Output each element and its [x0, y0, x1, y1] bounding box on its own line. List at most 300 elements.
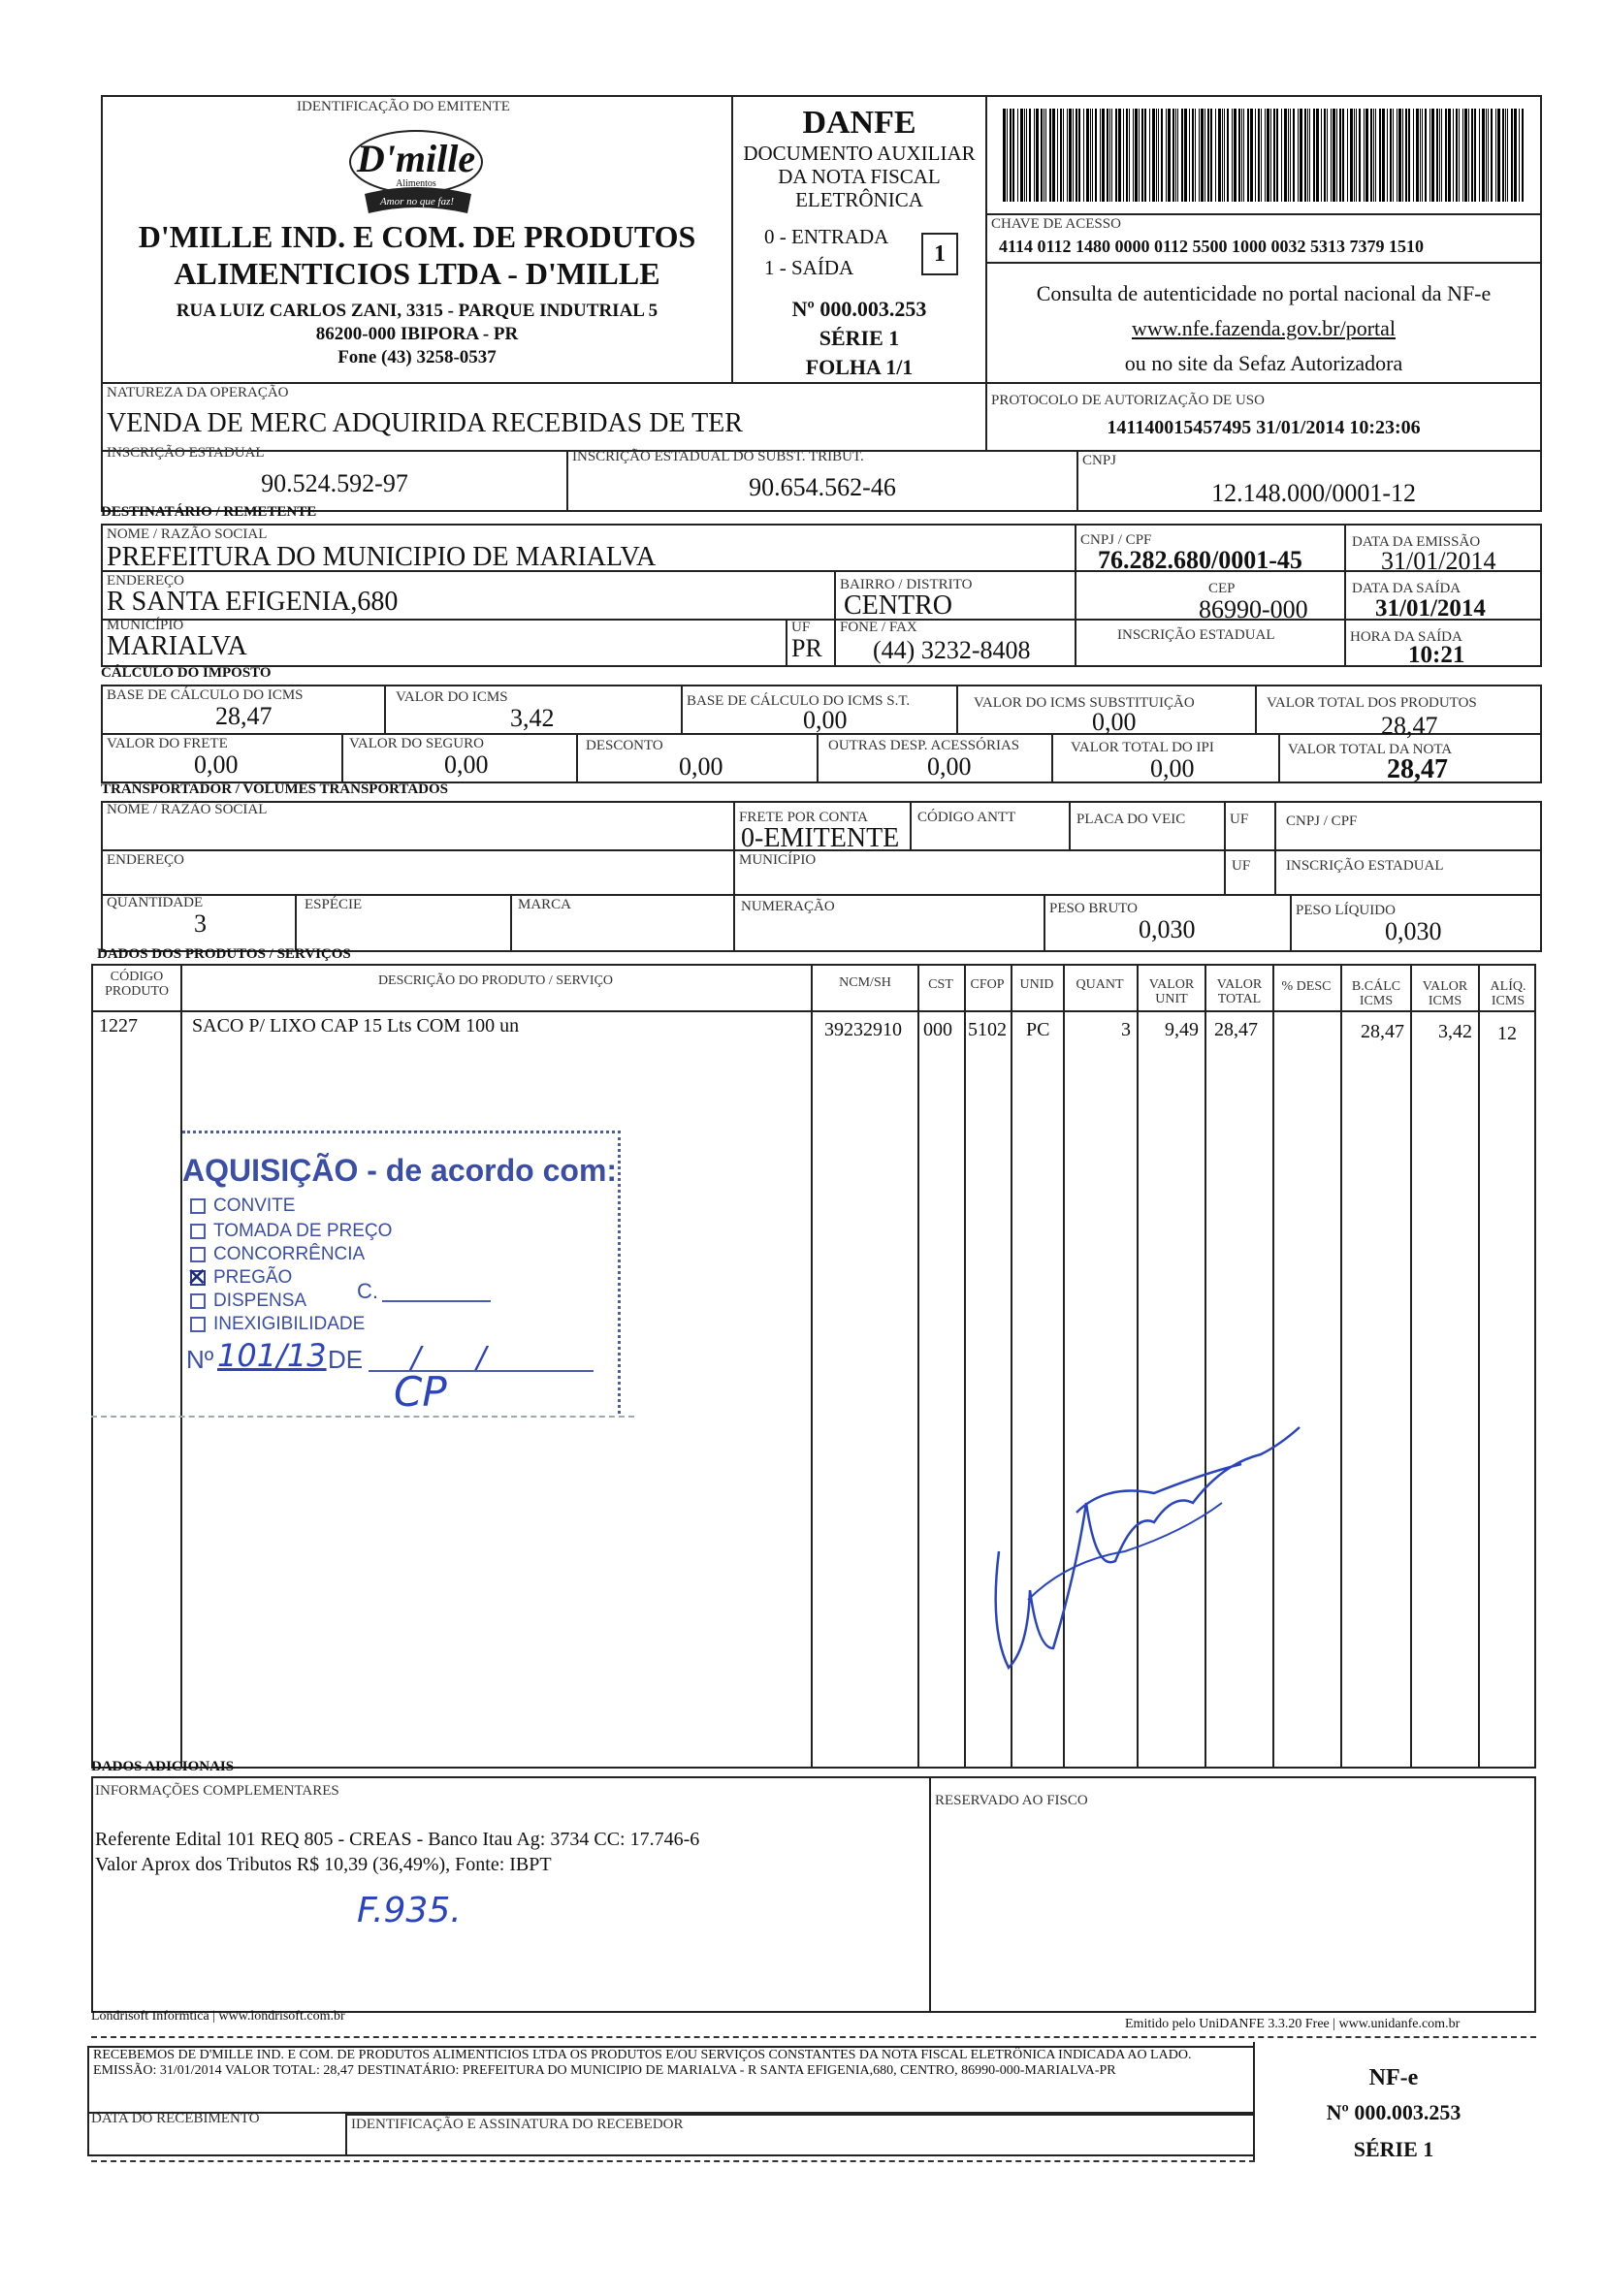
chave-value: 4114 0112 1480 0000 0112 5500 1000 0032 5313 7379 1510 [999, 237, 1425, 256]
td-descricao: SACO P/ LIXO CAP 15 Lts COM 100 un [192, 1015, 520, 1036]
tr-municipio-label: MUNICÍPIO [739, 852, 817, 868]
prod-v-aliq [1478, 964, 1480, 1769]
barcode-bar [1241, 109, 1242, 202]
dest-uf-label: UF [791, 620, 811, 635]
dest-v2 [1344, 524, 1346, 667]
th-aliq: ALÍQ. ICMS [1490, 979, 1526, 1008]
stamp-title: AQUISIÇÃO - de acordo com: [182, 1153, 618, 1188]
barcode-bar [1161, 109, 1163, 202]
seguro: 0,00 [444, 750, 489, 779]
barcode-bar [1359, 109, 1361, 202]
nfe-label: NF-e [1368, 2065, 1419, 2090]
seguro-label: VALOR DO SEGURO [349, 736, 484, 751]
th-descricao: DESCRIÇÃO DO PRODUTO / SERVIÇO [377, 973, 614, 988]
chave-label: CHAVE DE ACESSO [991, 216, 1121, 232]
dest-v3 [834, 570, 836, 619]
imp-v6 [576, 733, 578, 783]
barcode-bar [1420, 109, 1421, 202]
info-label: INFORMAÇÕES COMPLEMENTARES [95, 1783, 339, 1799]
barcode-bar [1300, 109, 1302, 202]
stamp-convite [190, 1196, 295, 1217]
th-vicms: VALOR ICMS [1422, 979, 1468, 1008]
tr-nome-label: NOME / RAZÃO SOCIAL [107, 802, 268, 817]
barcode-bar [1045, 109, 1046, 202]
tr-uf2-label: UF [1232, 858, 1251, 874]
consulta-text: Consulta de autenticidade no portal nacional da NF-e [1036, 281, 1492, 305]
barcode-bar [1010, 109, 1012, 202]
stamp-tomada [190, 1221, 392, 1242]
barcode-bar [1052, 109, 1055, 202]
dest-cep-label: CEP [1208, 581, 1236, 596]
barcode-bar [1364, 109, 1365, 202]
barcode-bar [1184, 109, 1187, 202]
barcode-bar [1479, 109, 1480, 202]
td-quant: 3 [1121, 1019, 1131, 1040]
barcode-bar [1181, 109, 1183, 202]
td-vicms: 3,42 [1438, 1021, 1472, 1042]
td-vunit: 9,49 [1165, 1019, 1199, 1040]
total-nota: 28,47 [1387, 754, 1448, 784]
barcode-bar [1100, 109, 1101, 202]
barcode-bar [1304, 109, 1306, 202]
td-unid: PC [1026, 1019, 1050, 1040]
barcode-bar [1166, 109, 1167, 202]
dest-fone: (44) 3232-8408 [873, 636, 1031, 664]
stamp-bottom-dashes [91, 1416, 634, 1418]
barcode-bar [1144, 109, 1146, 202]
logo-sub: Alimentos [396, 178, 436, 189]
imp-v5 [341, 733, 343, 783]
prod-v-cst [917, 964, 919, 1769]
barcode-bar [1354, 109, 1355, 202]
barcode-bar [1436, 109, 1438, 202]
bc-st-label: BASE DE CÁLCULO DO ICMS S.T. [687, 693, 911, 709]
tr-frete-label: FRETE POR CONTA [739, 810, 868, 825]
barcode-bar [1387, 109, 1388, 202]
barcode-bar [1017, 109, 1018, 202]
barcode-bar [1448, 109, 1451, 202]
barcode-bar [1095, 109, 1097, 202]
barcode-bar [1232, 109, 1233, 202]
barcode-bar [1356, 109, 1357, 202]
barcode-bar [1393, 109, 1394, 202]
th-unid: UNID [1019, 977, 1054, 992]
tr-line2 [101, 894, 1542, 896]
barcode-bar [1290, 109, 1291, 202]
dest-v5 [834, 619, 836, 667]
bc-icms-label: BASE DE CÁLCULO DO ICMS [107, 687, 304, 703]
barcode-bar [1172, 109, 1174, 202]
barcode-bar [1464, 109, 1467, 202]
tr-v9 [1290, 894, 1292, 952]
barcode-bar [1342, 109, 1344, 202]
barcode-bar [1007, 109, 1008, 202]
barcode-bar [1488, 109, 1489, 202]
info-line2: Valor Aprox dos Tributos R$ 10,39 (36,49%), Fonte: IBPT [95, 1854, 552, 1875]
imp-v7 [817, 733, 819, 783]
danfe-tipo: 1 [921, 233, 958, 275]
barcode-bar [1519, 109, 1520, 202]
dest-ie-label: INSCRIÇÃO ESTADUAL [1117, 627, 1275, 643]
barcode-bar [1026, 109, 1027, 202]
barcode-bar [1468, 109, 1469, 202]
barcode-bar [1247, 109, 1249, 202]
tr-v7 [510, 894, 512, 952]
barcode-bar [1029, 109, 1031, 202]
barcode-bar [1284, 109, 1287, 202]
imp-v8 [1051, 733, 1053, 783]
consulta-url[interactable]: www.nfe.fazenda.gov.br/portal [1131, 316, 1397, 340]
total-prod: 28,47 [1381, 712, 1438, 740]
tr-v6 [295, 894, 297, 952]
dest-v1 [1075, 524, 1076, 667]
hand-note: F.935. [357, 1891, 462, 1930]
tr-v5 [1274, 801, 1276, 894]
barcode-bar [1207, 109, 1209, 202]
dest-municipio: MARIALVA [107, 631, 247, 661]
tr-peso-liquido: 0,030 [1385, 917, 1442, 945]
th-codigo: CÓDIGO PRODUTO [105, 970, 169, 999]
total-prod-label: VALOR TOTAL DOS PRODUTOS [1267, 695, 1477, 711]
tr-v3 [1069, 801, 1071, 849]
tr-v8 [1044, 894, 1045, 952]
cut-line [91, 2036, 1536, 2038]
barcode-bar [1034, 109, 1035, 202]
barcode-bar [1189, 109, 1190, 202]
signature [970, 1357, 1319, 1687]
barcode-bar [1333, 109, 1335, 202]
barcode-bar [1511, 109, 1513, 202]
icms-label: VALOR DO ICMS [396, 689, 508, 705]
barcode-bar [1456, 109, 1458, 202]
dest-saida: 31/01/2014 [1375, 595, 1486, 622]
protocolo-value: 141140015457495 31/01/2014 10:23:06 [1107, 417, 1421, 438]
barcode-bar [1398, 109, 1401, 202]
barcode-bar [1156, 109, 1157, 202]
barcode-bar [1201, 109, 1204, 202]
barcode-bar [1298, 109, 1299, 202]
td-cst: 000 [923, 1019, 952, 1040]
dest-hora-label: HORA DA SAÍDA [1350, 629, 1462, 645]
barcode-bar [1215, 109, 1216, 202]
barcode-bar [1373, 109, 1374, 202]
company-logo [326, 118, 506, 219]
barcode-bar [1382, 109, 1385, 202]
tr-peso-bruto: 0,030 [1139, 915, 1196, 943]
tr-quantidade: 3 [194, 909, 207, 938]
barcode-bar [1474, 109, 1476, 202]
barcode-bar [1152, 109, 1155, 202]
barcode-bar [1336, 109, 1337, 202]
th-cst: CST [928, 977, 953, 992]
stamp-c: C. [357, 1279, 378, 1303]
barcode-bar [1288, 109, 1289, 202]
dest-saida-label: DATA DA SAÍDA [1352, 581, 1461, 596]
barcode-bar [1192, 109, 1194, 202]
stamp-numero-hand: 101/13 [217, 1337, 327, 1374]
tr-cnpj-label: CNPJ / CPF [1286, 813, 1358, 829]
barcode-bar [1270, 109, 1271, 202]
produtos-section: DADOS DOS PRODUTOS / SERVIÇOS [97, 946, 351, 962]
adicionais-section: DADOS ADICIONAIS [91, 1759, 235, 1774]
barcode-bar [1238, 109, 1240, 202]
stamp-dispensa-label: DISPENSA [213, 1291, 307, 1311]
emitter-phone: Fone (43) 3258-0537 [337, 347, 497, 367]
imp-v3 [956, 685, 958, 733]
dest-bairro-label: BAIRRO / DISTRITO [840, 577, 973, 592]
barcode-bar [1293, 109, 1295, 202]
danfe-title: DANFE [802, 105, 916, 141]
barcode-bar [1073, 109, 1074, 202]
aquisicao-stamp [182, 1131, 621, 1414]
outras: 0,00 [927, 752, 972, 781]
emitter-city: 86200-000 IBIPORA - PR [315, 324, 519, 344]
info-box [91, 1776, 931, 2013]
protocolo-label: PROTOCOLO DE AUTORIZAÇÃO DE USO [991, 393, 1265, 408]
imposto-section: CÁLCULO DO IMPOSTO [101, 665, 272, 681]
stamp-inex [190, 1314, 365, 1335]
dest-emissao: 31/01/2014 [1381, 547, 1496, 575]
dest-bairro: CENTRO [844, 590, 952, 621]
barcode-bar [1123, 109, 1124, 202]
frete: 0,00 [194, 750, 239, 779]
tr-ie-label: INSCRIÇÃO ESTADUAL [1286, 858, 1444, 874]
barcode-bar [1324, 109, 1326, 202]
logo-text: D'mille [356, 137, 476, 180]
barcode-bar [1149, 109, 1150, 202]
dest-uf: PR [791, 634, 822, 662]
barcode-bar [1115, 109, 1117, 202]
barcode-bar [1482, 109, 1485, 202]
danfe-sub3: ELETRÔNICA [795, 188, 923, 211]
stamp-pregao-label: PREGÃO [213, 1267, 293, 1288]
barcode-bar [1441, 109, 1442, 202]
stamp-c-line [382, 1300, 491, 1302]
barcode-bar [1024, 109, 1025, 202]
barcode-bar [1522, 109, 1524, 202]
stamp-date-slashes: / / [411, 1341, 487, 1375]
barcode-bar [1422, 109, 1423, 202]
barcode-bar [1141, 109, 1143, 202]
th-cfop: CFOP [970, 977, 1005, 992]
icms-st-label: VALOR DO ICMS SUBSTITUIÇÃO [974, 695, 1195, 711]
barcode-bar [1405, 109, 1407, 202]
ie-value: 90.524.592-97 [261, 469, 408, 497]
ipi: 0,00 [1150, 754, 1195, 782]
tr-especie-label: ESPÉCIE [305, 897, 363, 912]
dest-hora: 10:21 [1408, 642, 1465, 668]
td-cfop: 5102 [968, 1019, 1007, 1040]
barcode-bar [1224, 109, 1225, 202]
checkbox-pregao-checked: ✕ [186, 1261, 208, 1292]
prod-header-line [91, 1010, 1536, 1012]
imp-v9 [1278, 733, 1280, 783]
barcode-bar [1076, 109, 1077, 202]
receipt-text: RECEBEMOS DE D'MILLE IND. E COM. DE PRODUTOS ALIMENTICIOS LTDA OS PRODUTOS E/OU SERVIÇOS CONSTANTES DA NOTA FISCAL ELETRÔNICA INDICADA AO LADO. EMISSÃO: 31/01/2014 VALOR TOTAL: 28,47 DESTINATÁRIO: PREFEITURA DO MUNICIPIO DE MARIALVA - R SANTA EFIGENIA,680, CENTRO, 86990-000-MARIALVA-PR [93, 2048, 1192, 2078]
fisco-box [929, 1776, 1536, 2013]
td-vtotal: 28,47 [1214, 1019, 1258, 1040]
footer-left: Londrisoft Informtica | www.londrisoft.com.br [91, 2009, 345, 2024]
cut-line-bottom [91, 2160, 1255, 2162]
danfe-folha: FOLHA 1/1 [805, 355, 914, 379]
barcode-bar [1402, 109, 1403, 202]
ie-label: INSCRIÇÃO ESTADUAL [107, 445, 265, 461]
barcode-bar [1471, 109, 1473, 202]
barcode-bar [1261, 109, 1262, 202]
prod-v-cfop [964, 964, 966, 1769]
checkbox-tomada [190, 1224, 206, 1239]
bc-st: 0,00 [803, 706, 848, 734]
total-nota-label: VALOR TOTAL DA NOTA [1288, 742, 1453, 757]
barcode-bar [1107, 109, 1108, 202]
barcode-bar [1126, 109, 1128, 202]
td-aliq: 12 [1497, 1023, 1517, 1044]
barcode-bar [1069, 109, 1072, 202]
barcode-bar [1276, 109, 1278, 202]
dest-cnpj-label: CNPJ / CPF [1080, 532, 1152, 548]
barcode-bar [1431, 109, 1434, 202]
barcode-bar [1204, 109, 1205, 202]
th-bc: B.CÁLC ICMS [1351, 979, 1401, 1008]
barcode-bar [1445, 109, 1447, 202]
barcode-bar [1003, 109, 1006, 202]
emitter-address: RUA LUIZ CARLOS ZANI, 3315 - PARQUE INDUTRIAL 5 [176, 301, 658, 321]
imp-v4 [1255, 685, 1257, 733]
barcode-bar [1307, 109, 1308, 202]
prod-v-vicms [1410, 964, 1412, 1769]
barcode-bar [1139, 109, 1140, 202]
barcode-bar [1090, 109, 1091, 202]
desconto: 0,00 [679, 752, 723, 781]
barcode-bar [1416, 109, 1419, 202]
barcode-bar [1502, 109, 1504, 202]
dest-nome: PREFEITURA DO MUNICIPIO DE MARIALVA [107, 542, 657, 572]
dest-endereco: R SANTA EFIGENIA,680 [107, 587, 399, 617]
barcode-bar [1390, 109, 1392, 202]
th-vunit: VALOR UNIT [1148, 977, 1195, 1006]
cnpj-label: CNPJ [1082, 453, 1117, 468]
barcode-bar [1199, 109, 1200, 202]
stamp-inex-label: INEXIGIBILIDADE [213, 1314, 366, 1334]
stamp-tomada-label: TOMADA DE PREÇO [213, 1221, 393, 1241]
frete-label: VALOR DO FRETE [107, 736, 228, 751]
destinatario-section: DESTINATÁRIO / REMETENTE [101, 504, 317, 520]
stamp-initials: CP [394, 1368, 447, 1416]
stamp-concorrencia [190, 1244, 365, 1265]
barcode-bar [1218, 109, 1221, 202]
stamp-de: DE [328, 1345, 364, 1374]
barcode-bar [1041, 109, 1043, 202]
barcode-bar [1135, 109, 1138, 202]
tr-antt-label: CÓDIGO ANTT [917, 810, 1016, 825]
barcode-bar [1265, 109, 1266, 202]
barcode-bar [1309, 109, 1310, 202]
emitter-name-line1: D'MILLE IND. E COM. DE PRODUTOS [138, 219, 696, 254]
barcode-bar [1339, 109, 1341, 202]
tr-numeracao-label: NUMERAÇÃO [741, 899, 835, 914]
dest-cnpj: 76.282.680/0001-45 [1098, 546, 1302, 574]
tr-endereco-label: ENDEREÇO [107, 852, 184, 868]
barcode-bar [1350, 109, 1353, 202]
danfe-serie: SÉRIE 1 [819, 326, 900, 350]
barcode-bar [1313, 109, 1315, 202]
info-line1: Referente Edital 101 REQ 805 - CREAS - Banco Itau Ag: 3734 CC: 17.746-6 [95, 1829, 700, 1850]
desconto-label: DESCONTO [586, 738, 663, 753]
stamp-concorrencia-label: CONCORRÊNCIA [213, 1244, 366, 1264]
dest-nome-label: NOME / RAZÃO SOCIAL [107, 526, 268, 542]
tr-peso-bruto-label: PESO BRUTO [1049, 901, 1138, 916]
tr-v2 [910, 801, 912, 849]
dest-v4 [786, 619, 787, 667]
barcode-bar [1439, 109, 1440, 202]
barcode-bar [1453, 109, 1454, 202]
tr-uf-label: UF [1230, 812, 1249, 827]
barcode-bar [1273, 109, 1275, 202]
danfe-numero: Nº 000.003.253 [791, 297, 927, 321]
stamp-pregao [186, 1261, 293, 1292]
th-desc: % DESC [1281, 979, 1332, 994]
danfe-sub1: DOCUMENTO AUXILIAR [743, 142, 976, 165]
barcode-bar [1486, 109, 1487, 202]
barcode-bar [1375, 109, 1376, 202]
dest-cep: 86990-000 [1199, 595, 1308, 623]
barcode-bar [1109, 109, 1110, 202]
checkbox-concorrencia [190, 1247, 206, 1262]
ipi-label: VALOR TOTAL DO IPI [1071, 740, 1214, 755]
barcode-bar [1092, 109, 1093, 202]
th-vtotal: VALOR TOTAL [1216, 977, 1263, 1006]
cnpj-value: 12.148.000/0001-12 [1211, 479, 1416, 507]
checkbox-inex [190, 1317, 206, 1332]
barcode-bar [1083, 109, 1084, 202]
imp-v1 [384, 685, 386, 733]
barcode-bar [1250, 109, 1253, 202]
stamp-convite-label: CONVITE [213, 1196, 296, 1216]
tr-marca-label: MARCA [518, 897, 572, 912]
dest-municipio-label: MUNICÍPIO [107, 618, 184, 633]
outras-label: OUTRAS DESP. ACESSÓRIAS [828, 738, 1020, 753]
barcode-bar [1177, 109, 1178, 202]
prod-v-bc [1340, 964, 1342, 1769]
tr-placa-label: PLACA DO VEIC [1076, 812, 1186, 827]
barcode-bar [1168, 109, 1171, 202]
natureza-label: NATUREZA DA OPERAÇÃO [107, 385, 289, 400]
barcode-bar [1078, 109, 1080, 202]
receipt-sign-label: IDENTIFICAÇÃO E ASSINATURA DO RECEBEDOR [351, 2117, 684, 2132]
barcode-bar [1459, 109, 1460, 202]
emitter-section-label: IDENTIFICAÇÃO DO EMITENTE [297, 99, 510, 114]
barcode-bar [1462, 109, 1463, 202]
danfe-saida: 1 - SAÍDA [764, 256, 854, 279]
prod-v-ncm [811, 964, 813, 1769]
barcode-bar [1491, 109, 1493, 202]
barcode-bar [1195, 109, 1196, 202]
barcode-bar [1057, 109, 1058, 202]
barcode-bar [1365, 109, 1368, 202]
tr-v4 [1224, 801, 1226, 894]
barcode-bar [1429, 109, 1430, 202]
emitter-name-line2: ALIMENTICIOS LTDA - D'MILLE [174, 256, 660, 291]
danfe-entrada: 0 - ENTRADA [764, 225, 889, 248]
nfe-serie: SÉRIE 1 [1353, 2137, 1434, 2161]
barcode-bar [1281, 109, 1282, 202]
barcode-bar [1012, 109, 1014, 202]
barcode-bar [1210, 109, 1212, 202]
barcode-bar [1175, 109, 1176, 202]
dest-fone-label: FONE / FAX [840, 620, 917, 635]
barcode-bar [1413, 109, 1414, 202]
icms: 3,42 [510, 704, 555, 732]
